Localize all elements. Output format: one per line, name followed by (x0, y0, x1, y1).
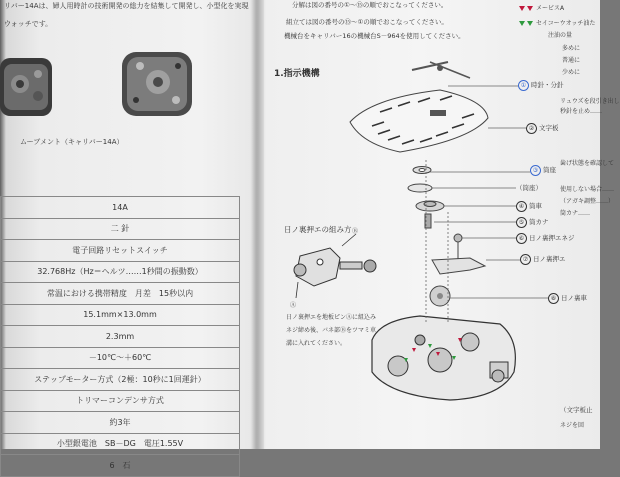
spec-value: 15.1mm×13.0mm (1, 304, 240, 326)
oil-amount-normal: 普通に (562, 57, 581, 64)
spec-value: 約3年 (1, 412, 240, 434)
callout-item (516, 201, 542, 212)
spec-value: 6 石 (1, 455, 240, 477)
callout-number: ⑥ (516, 233, 527, 244)
callout-item (520, 254, 566, 265)
hour-wheel-part (416, 201, 444, 211)
note-hands-2: 秒針を止め…… (560, 108, 603, 115)
spec-value: ステップモーター方式（2極：10秒に1回運針） (1, 369, 240, 391)
callout-item (516, 183, 542, 192)
spacer-part (408, 184, 432, 192)
callout-number: ⑧ (548, 293, 559, 304)
callout-number: ① (518, 80, 529, 91)
spec-value: 常温における携帯精度 月差 15秒以内 (1, 283, 240, 305)
oil-amount-more: 多めに (562, 45, 581, 52)
callout-label: 時針・分針 (531, 81, 564, 89)
spec-value: 小型銀電池 SB－DG 電圧1.55V (1, 433, 240, 455)
callout-number: ⑤ (516, 217, 527, 228)
intro-text-2: ウォッチです。 (4, 20, 53, 28)
setting-lever-sub-diagram (282, 234, 376, 298)
spec-value: －10℃～＋60℃ (1, 347, 240, 369)
hands-part (412, 62, 470, 78)
intro-text: リバー14Aは、婦人用時計の技術開発の総力を結集して開発し、小型化を実現 (4, 2, 249, 10)
dial-washer-part (413, 167, 431, 174)
instruction-line-3: 機械台をキャリバー16の機械台S－964を使用してください。 (284, 32, 465, 40)
callout-label: （筒座） (516, 184, 542, 192)
callout-label: 筒車 (529, 202, 542, 210)
callout-item (518, 80, 564, 91)
callout-item (516, 217, 549, 228)
callout-number: ② (526, 123, 537, 134)
legend-seiko-oil: セイコーウオッチ油た (536, 20, 596, 27)
spec-value: 二 針 (1, 218, 240, 240)
callout-item (526, 123, 559, 134)
callout-item (548, 293, 587, 304)
label-b: Ⓑ (352, 228, 359, 235)
callout-label: 日ノ裏車 (561, 294, 587, 302)
note-hands-1: リュウズを段引き出し (560, 98, 620, 105)
oil-amount-heading: 注油の量 (548, 32, 573, 39)
setting-lever-spring-part (432, 258, 485, 274)
callout-number: ⑦ (520, 254, 531, 265)
spec-value: トリマーコンデンサ方式 (1, 390, 240, 412)
sub-instruction-1: 日ノ裏押エを地板ピンⒶに組込み (286, 314, 377, 321)
instruction-line-1: 分解は図の番号の①～⑮の順でおこなってください。 (292, 1, 448, 9)
note-tsutsuza-1: 歯げ状態を確認して (560, 160, 615, 167)
spec-value: 14A (1, 197, 240, 219)
oil-amount-less: 少めに (562, 69, 581, 76)
footer-note: ネジを回 (560, 422, 585, 429)
minute-wheel-part (430, 286, 450, 306)
callout-item (530, 165, 556, 176)
footer-label: （文字板止 (560, 406, 593, 414)
callout-number: ④ (516, 201, 527, 212)
callout-item (516, 233, 575, 244)
mainplate-part (372, 316, 515, 400)
callout-label: 文字板 (539, 124, 559, 132)
legend-moebius: メービスA (536, 5, 565, 12)
photo-caption: ムーブメント（キャリバー14A） (20, 138, 124, 146)
note-tsutsuza-2: 使用しない場合…… (560, 186, 615, 193)
spec-value: 電子回路リセットスイッチ (1, 240, 240, 262)
section-title: 1.指示機構 (274, 69, 320, 79)
callout-number: ③ (530, 165, 541, 176)
note-tsutsuza-3: （アガキ調整……） (560, 198, 614, 205)
spec-value: 32.768Hz（Hz＝ヘルツ……1秒間の振動数） (1, 261, 240, 283)
spec-row (1, 455, 240, 477)
sub-instruction-2: ネジ締め後、バネ部Ⓑをツマミ車 (286, 327, 377, 334)
callout-label: 筒座 (543, 166, 556, 174)
dial-part (350, 90, 488, 152)
callout-label: 日ノ裏押エネジ (529, 234, 575, 242)
instruction-line-2: 組立ては図の番号の⑮～①の順でおこなってください。 (286, 18, 448, 26)
callout-label: 日ノ裏押エ (533, 255, 566, 263)
spec-value: 2.3mm (1, 326, 240, 348)
subsection-title: 日ノ裏押エの組み方 (284, 225, 352, 234)
note-tsutsuza-4: 筒カナ…… (560, 210, 591, 217)
label-a: Ⓐ (290, 302, 297, 309)
sub-instruction-3: 溝に入れてください。 (286, 340, 347, 347)
callout-label: 筒カナ (529, 218, 549, 226)
